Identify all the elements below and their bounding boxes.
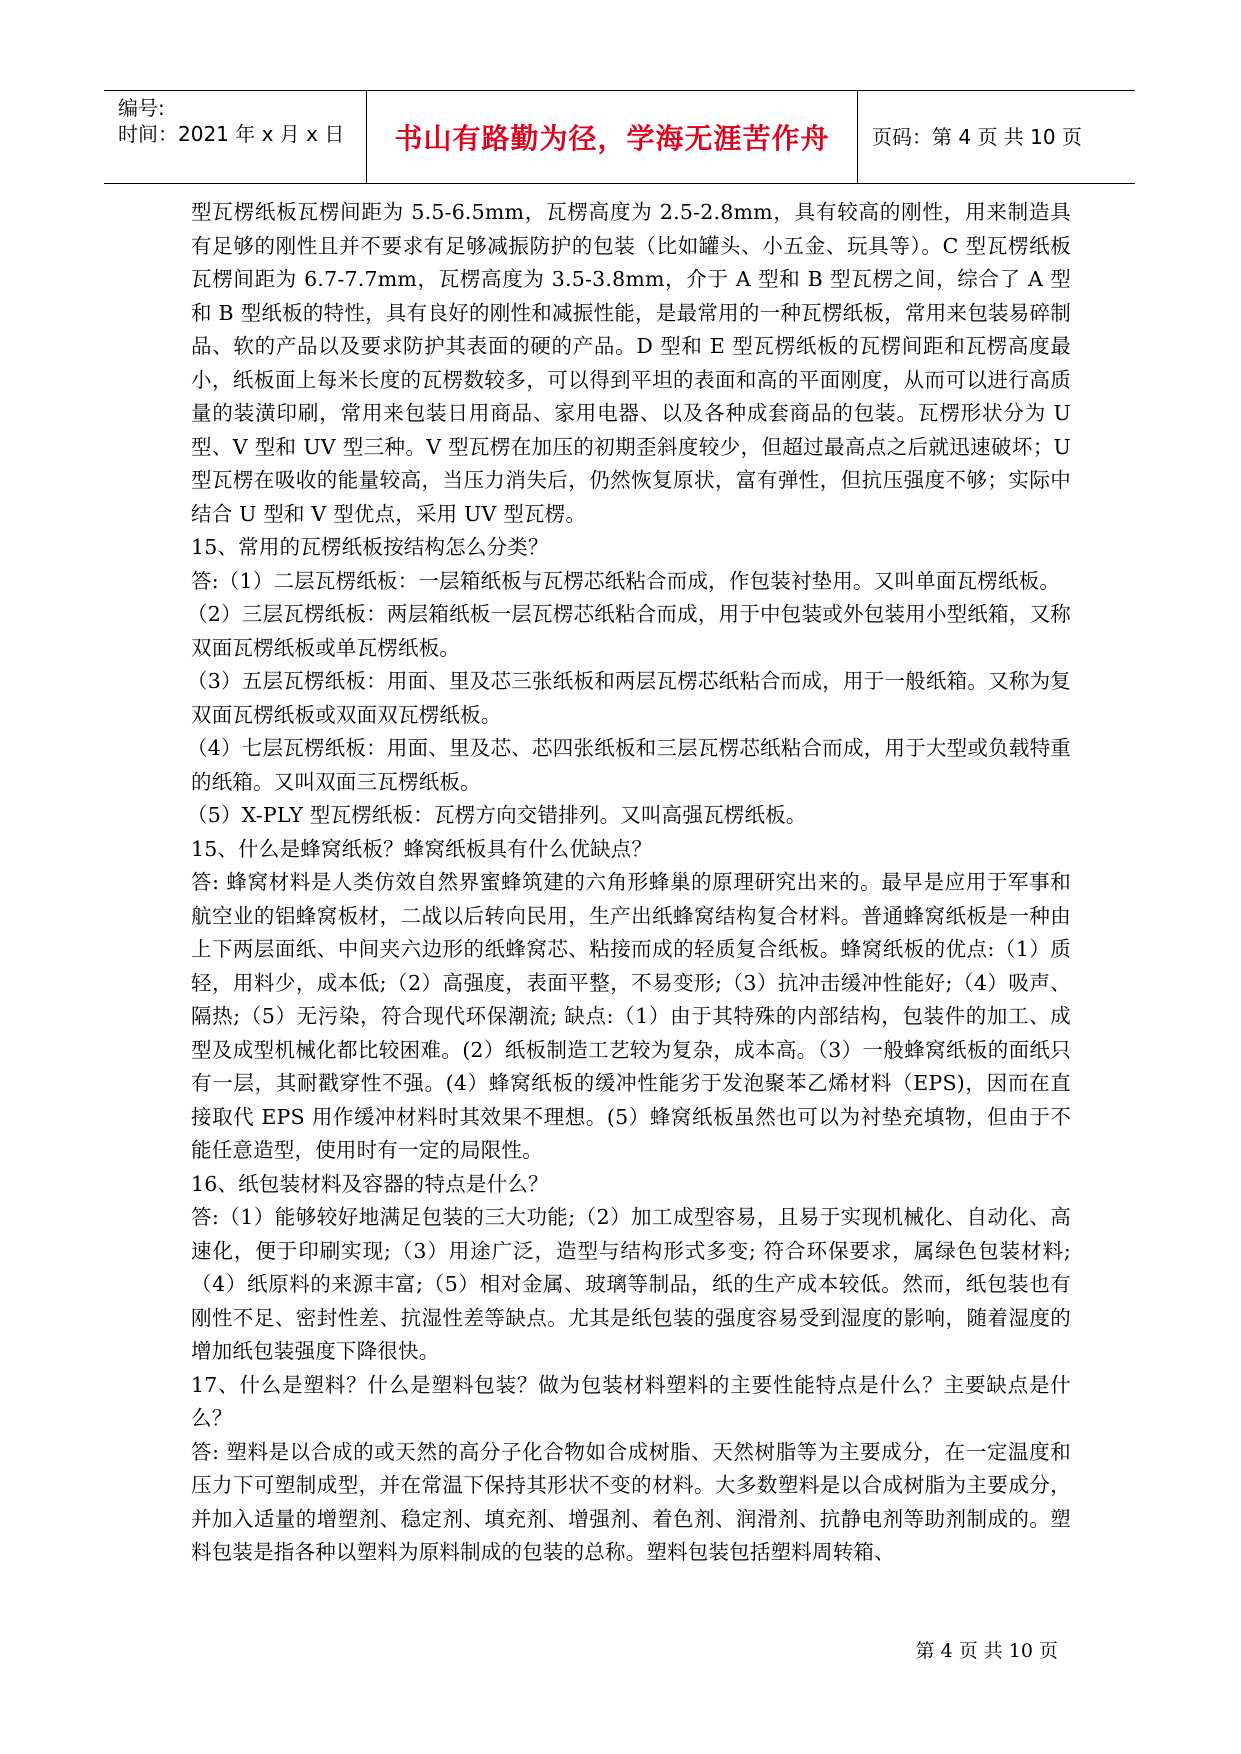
document-time-label: 时间：2021 年 x 月 x 日 — [118, 122, 345, 146]
question-heading: 17、什么是塑料？什么是塑料包装？做为包装材料塑料的主要性能特点是什么？主要缺点是什么？ — [191, 1372, 1071, 1430]
page-header — [104, 90, 1135, 184]
header-page-cell — [858, 91, 1135, 183]
question-heading: 16、纸包装材料及容器的特点是什么？ — [191, 1171, 549, 1196]
page-footer: 第 4 页 共 10 页 — [915, 1640, 1058, 1662]
list-item: （4）七层瓦楞纸板：用面、里及芯、芯四张纸板和三层瓦楞芯纸粘合而成，用于大型或负载特重的纸箱。又叫双面三瓦楞纸板。 — [187, 736, 1071, 794]
document-body — [187, 196, 1071, 1570]
list-item: （2）三层瓦楞纸板：两层箱纸板一层瓦楞芯纸粘合而成，用于中包装或外包装用小型纸箱，又称双面瓦楞纸板或单瓦楞纸板。 — [187, 602, 1071, 660]
header-motto-cell — [367, 91, 858, 183]
document-number-label: 编号: — [118, 96, 165, 120]
header-page-label: 页码：第 4 页 共 10 页 — [872, 125, 1082, 149]
body-paragraph: 答: 蜂窝材料是人类仿效自然界蜜蜂筑建的六角形蜂巢的原理研究出来的。最早是应用于军事和航空业的铝蜂窝板材，二战以后转向民用，生产出纸蜂窝结构复合材料。普通蜂窝纸板是一种由上下两层面纸、中间夹六边形的纸蜂窝芯、粘接而成的轻质复合纸板。蜂窝纸板的优点:（1）质轻，用料少，成本低;（2）高强度，表面平整，不易变形;（3）抗冲击缓冲性能好;（4）吸声、隔热;（5）无污染，符合现代环保潮流; 缺点:（1）由于其特殊的内部结构，包装件的加工、成型及成型机械化都比较困难。(2）纸板制造工艺较为复杂，成本高。（3）一般蜂窝纸板的面纸只有一层，其耐戳穿性不强。(4）蜂窝纸板的缓冲性能劣于发泡聚苯乙烯材料（EPS)，因而在直接取代 EPS 用作缓冲材料时其效果不理想。(5）蜂窝纸板虽然也可以为衬垫充填物，但由于不能任意造型，使用时有一定的局限性。 — [191, 870, 1071, 1162]
question-heading: 15、常用的瓦楞纸板按结构怎么分类？ — [191, 535, 549, 559]
list-item: （5）X-PLY 型瓦楞纸板：瓦楞方向交错排列。又叫高强瓦楞纸板。 — [187, 803, 807, 827]
body-paragraph: 答:（1）能够较好地满足包装的三大功能;（2）加工成型容易，且易于实现机械化、自动化、高速化，便于印刷实现;（3）用途广泛，造型与结构形式多变; 符合环保要求，属绿色包装材料;（4）纸原料的来源丰富;（5）相对金属、玻璃等制品，纸的生产成本较低。然而，纸包装也有刚性不足、密封性差、抗湿性差等缺点。尤其是纸包装的强度容易受到湿度的影响，随着湿度的增加纸包装强度下降很快。 — [191, 1205, 1071, 1363]
question-heading: 15、什么是蜂窝纸板？蜂窝纸板具有什么优缺点？ — [191, 836, 653, 861]
body-paragraph: 型瓦楞纸板瓦楞间距为 5.5-6.5mm，瓦楞高度为 2.5-2.8mm，具有较高的刚性，用来制造具有足够的刚性且并不要求有足够减振防护的包装（比如罐头、小五金、玩具等）。C 型瓦楞纸板瓦楞间距为 6.7-7.7mm，瓦楞高度为 3.5-3.8mm，介于 A 型和 B 型瓦楞之间，综合了 A 型和 B 型纸板的特性，具有良好的刚性和减振性能，是最常用的一种瓦楞纸板，常用来包装易碎制品、软的产品以及要求防护其表面的硬的产品。D 型和 E 型瓦楞纸板的瓦楞间距和瓦楞高度最小，纸板面上每米长度的瓦楞数较多，可以得到平坦的表面和高的平面刚度，从而可以进行高质量的装潢印刷，常用来包装日用商品、家用电器、以及各种成套商品的包装。瓦楞形状分为 U 型、V 型和 UV 型三种。V 型瓦楞在加压的初期歪斜度较少，但超过最高点之后就迅速破坏；U 型瓦楞在吸收的能量较高，当压力消失后，仍然恢复原状，富有弹性，但抗压强度不够；实际中结合 U 型和 V 型优点，采用 UV 型瓦楞。 — [191, 200, 1071, 526]
body-paragraph: 答:（1）二层瓦楞纸板：一层箱纸板与瓦楞芯纸粘合而成，作包装衬垫用。又叫单面瓦楞纸板。 — [191, 568, 1061, 593]
list-item: （3）五层瓦楞纸板：用面、里及芯三张纸板和两层瓦楞芯纸粘合而成，用于一般纸箱。又称为复双面瓦楞纸板或双面双瓦楞纸板。 — [187, 669, 1071, 727]
header-motto: 书山有路勤为径，学海无涯苦作舟 — [394, 122, 830, 155]
header-meta-cell — [104, 91, 367, 183]
body-paragraph: 答: 塑料是以合成的或天然的高分子化合物如合成树脂、天然树脂等为主要成分，在一定温度和压力下可塑制成型，并在常温下保持其形状不变的材料。大多数塑料是以合成树脂为主要成分，并加入适量的增塑剂、稳定剂、填充剂、增强剂、着色剂、润滑剂、抗静电剂等助剂制成的。塑料包装是指各种以塑料为原料制成的包装的总称。塑料包装包括塑料周转箱、 — [191, 1439, 1071, 1564]
